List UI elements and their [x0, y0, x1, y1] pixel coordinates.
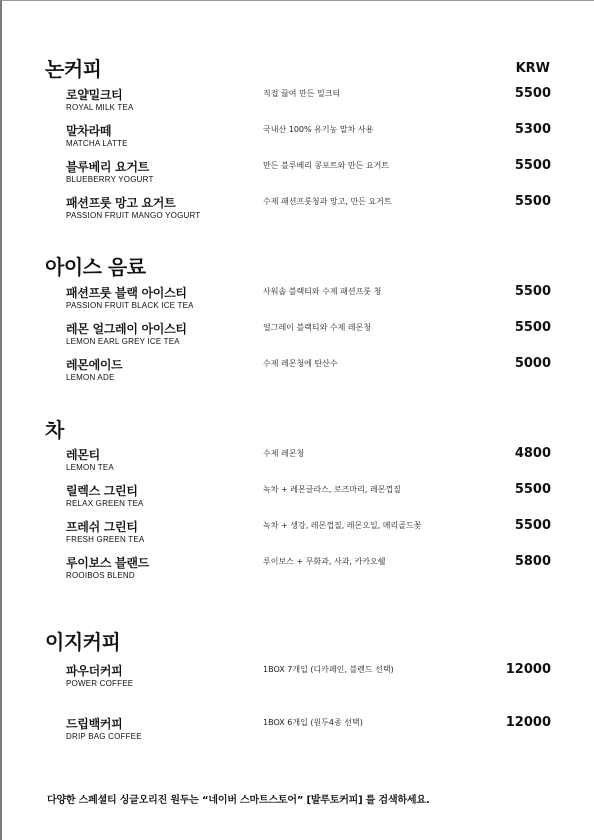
- item-description: 1BOX 7개입 (디카페인, 블렌드 선택): [263, 665, 394, 674]
- item-name-ko: 파우더커피: [66, 664, 123, 678]
- item-price: 5500: [514, 320, 551, 335]
- item-name-ko: 패션프룻 블랙 아이스티: [66, 286, 187, 300]
- item-price: 4800: [514, 446, 551, 461]
- item-name-en: BLUEBERRY YOGURT: [66, 175, 154, 184]
- item-description: 녹차 + 레몬글라스, 로즈마리, 레몬껍질: [263, 485, 401, 494]
- item-name-en: LEMON EARL GREY ICE TEA: [66, 337, 180, 346]
- menu-item: [2, 662, 594, 698]
- item-name-en: DRIP BAG COFFEE: [66, 732, 142, 741]
- menu-item: [2, 356, 594, 392]
- item-description: 루이보스 + 무화과, 사과, 카카오쉘: [263, 557, 386, 566]
- item-description: 얼그레이 블랙티와 수제 레몬청: [263, 323, 372, 332]
- item-name-en: POWER COFFEE: [66, 679, 134, 688]
- menu-item: [2, 320, 594, 356]
- item-description: 수제 레몬청에 탄산수: [263, 359, 338, 368]
- item-description: 수제 패션프룻청과 망고, 만든 요거트: [263, 197, 392, 206]
- item-name-en: LEMON TEA: [66, 463, 114, 472]
- menu-item: [2, 554, 594, 590]
- item-name-en: FRESH GREEN TEA: [66, 535, 145, 544]
- item-description: 수제 레몬청: [263, 449, 305, 458]
- menu-item: [2, 158, 594, 194]
- item-name-ko: 프레쉬 그린티: [66, 520, 138, 534]
- item-price: 5500: [514, 86, 551, 101]
- item-price: 12000: [505, 662, 551, 677]
- item-name-ko: 레몬에이드: [66, 358, 123, 372]
- menu-item: [2, 86, 594, 122]
- currency-label: KRW: [515, 61, 550, 76]
- item-name-ko: 릴렉스 그린티: [66, 484, 138, 498]
- item-name-ko: 레몬 얼그레이 아이스티: [66, 322, 187, 336]
- footer-note: 다양한 스페셜티 싱글오리진 원두는 “네이버 스마트스토어” [발루토커피] 를 검색하세요.: [47, 795, 430, 806]
- item-name-ko: 드립백커피: [66, 717, 123, 731]
- menu-item: [2, 284, 594, 320]
- section-title-ice-drinks: 아이스 음료: [45, 255, 146, 279]
- item-description: 국내산 100% 유기농 말차 사용: [263, 125, 374, 134]
- menu-item: [2, 715, 594, 751]
- item-name-en: PASSION FRUIT MANGO YOGURT: [66, 211, 201, 220]
- item-name-ko: 루이보스 블랜드: [66, 556, 149, 570]
- item-description: 사워솝 블랙티와 수제 패션프룻 청: [263, 287, 382, 296]
- item-description: 1BOX 6개입 (원두4종 선택): [263, 718, 363, 727]
- item-name-en: PASSION FRUIT BLACK ICE TEA: [66, 301, 194, 310]
- item-price: 5800: [514, 554, 551, 569]
- item-name-ko: 로얄밀크티: [66, 88, 123, 102]
- item-price: 5500: [514, 158, 551, 173]
- item-price: 12000: [505, 715, 551, 730]
- section-title-non-coffee: 논커피: [45, 57, 102, 81]
- item-name-en: ROOIBOS BLEND: [66, 571, 135, 580]
- item-description: 직접 끓여 만든 밀크티: [263, 89, 341, 98]
- item-price: 5500: [514, 194, 551, 209]
- item-price: 5300: [514, 122, 551, 137]
- item-name-ko: 패션프룻 망고 요거트: [66, 196, 176, 210]
- section-title-easy-coffee: 이지커피: [45, 630, 121, 654]
- item-price: 5500: [514, 284, 551, 299]
- item-name-en: LEMON ADE: [66, 373, 115, 382]
- item-description: 녹차 + 생강, 레몬껍질, 레몬오일, 메리골드꽃: [263, 521, 422, 530]
- item-name-en: MATCHA LATTE: [66, 139, 128, 148]
- menu-item: [2, 194, 594, 230]
- section-title-tea: 차: [45, 418, 64, 442]
- item-description: 만든 블루베리 콩포트와 만든 요거트: [263, 161, 390, 170]
- menu-item: [2, 482, 594, 518]
- menu-item: [2, 122, 594, 158]
- item-name-ko: 블루베리 요거트: [66, 160, 149, 174]
- item-name-ko: 레몬티: [66, 448, 100, 462]
- item-price: 5500: [514, 482, 551, 497]
- item-price: 5000: [514, 356, 551, 371]
- menu-item: [2, 518, 594, 554]
- item-name-en: RELAX GREEN TEA: [66, 499, 144, 508]
- item-name-ko: 말차라떼: [66, 124, 112, 138]
- menu-item: [2, 446, 594, 482]
- item-name-en: ROYAL MILK TEA: [66, 103, 134, 112]
- item-price: 5500: [514, 518, 551, 533]
